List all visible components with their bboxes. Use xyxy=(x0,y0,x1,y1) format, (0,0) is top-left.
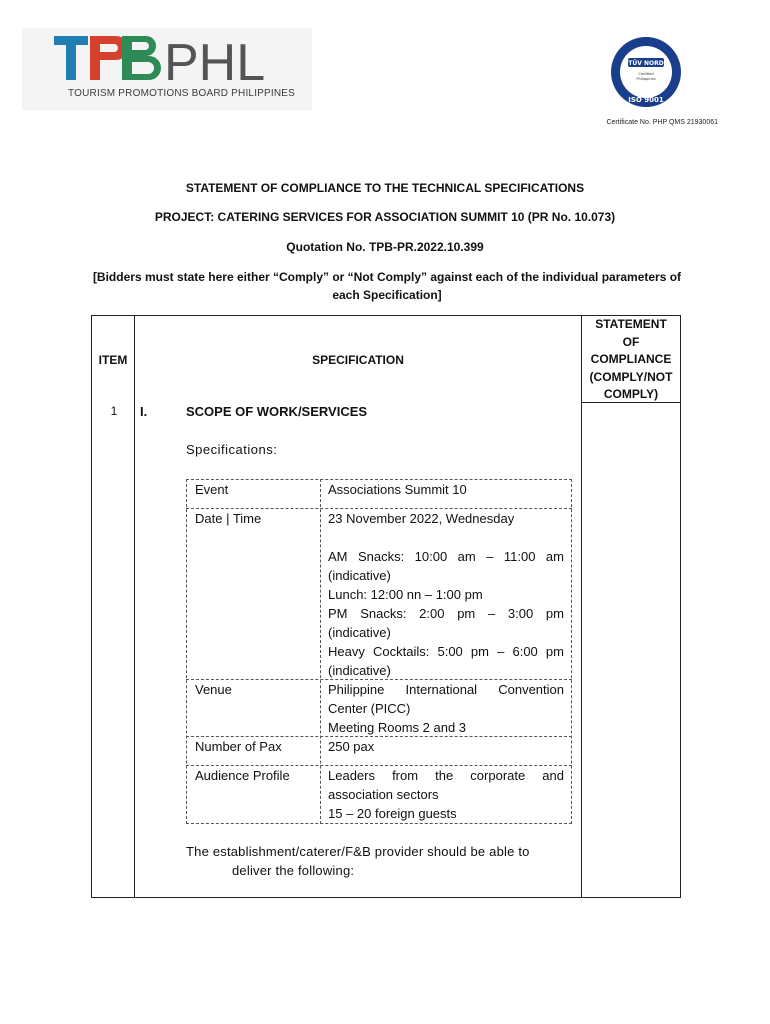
inner-row-border xyxy=(186,823,572,824)
venue-value: Philippine International Convention Center (PICC) xyxy=(328,682,564,716)
statement-of-compliance-header xyxy=(582,316,680,404)
deliverables-intro-line1: The establishment/caterer/F&B provider should be able to xyxy=(186,844,530,859)
svg-text:TÜV NORD: TÜV NORD xyxy=(628,60,664,67)
specifications-label: Specifications: xyxy=(186,442,278,457)
table-left-border xyxy=(91,315,92,898)
foreign-guests-value: 15 – 20 foreign guests xyxy=(328,806,457,821)
logo-tagline: TOURISM PROMOTIONS BOARD PHILIPPINES xyxy=(68,88,296,99)
inner-col-border xyxy=(320,479,321,824)
iso-9001-badge xyxy=(610,36,682,108)
certificate-number: Certificate No. PHP QMS 21930061 xyxy=(606,119,718,126)
section-title: SCOPE OF WORK/SERVICES xyxy=(186,404,368,419)
event-label: Event xyxy=(195,482,229,497)
venue-label: Venue xyxy=(195,682,232,697)
date-value: 23 November 2022, Wednesday xyxy=(328,511,515,526)
item-number: 1 xyxy=(110,404,118,418)
statement-header-line: COMPLIANCE xyxy=(590,352,672,366)
statement-header-line: (COMPLY/NOT xyxy=(589,369,673,384)
statement-title: STATEMENT OF COMPLIANCE TO THE TECHNICAL SPECIFICATIONS xyxy=(185,181,585,195)
specification-details-table xyxy=(186,479,572,824)
deliverables-intro-line2: deliver the following: xyxy=(232,863,355,878)
pax-label: Number of Pax xyxy=(195,739,282,754)
tuv-nord-iso-icon xyxy=(610,36,682,108)
svg-text:Philippines: Philippines xyxy=(636,77,656,81)
pax-value: 250 pax xyxy=(328,739,375,754)
item-column-divider xyxy=(134,315,135,898)
audience-profile-label: Audience Profile xyxy=(195,768,290,783)
phl-wordmark: PHL xyxy=(164,34,266,92)
pm-snacks-time: PM Snacks: 2:00 pm – 3:00 pm (indicative) xyxy=(328,606,564,640)
statement-header-line: STATEMENT xyxy=(595,317,667,331)
deliverables-intro xyxy=(186,842,574,880)
svg-text:Certified: Certified xyxy=(638,72,654,76)
inner-col-border xyxy=(571,479,572,824)
statement-header-line: COMPLY) xyxy=(603,387,659,401)
item-header: ITEM xyxy=(98,353,128,367)
venue-rooms: Meeting Rooms 2 and 3 xyxy=(328,720,467,735)
section-number: I. xyxy=(140,404,148,419)
project-title: PROJECT: CATERING SERVICES FOR ASSOCIATION SUMMIT 10 (PR No. 10.073) xyxy=(154,210,616,224)
table-bottom-border xyxy=(91,897,681,898)
table-right-border xyxy=(680,315,681,898)
statement-header-line: OF xyxy=(622,334,640,349)
event-value: Associations Summit 10 xyxy=(328,482,467,497)
lunch-time: Lunch: 12:00 nn – 1:00 pm xyxy=(328,587,483,602)
audience-profile-value: Leaders from the corporate and association sectors xyxy=(328,768,564,802)
svg-text:ISO 9001: ISO 9001 xyxy=(628,96,664,104)
inner-col-border xyxy=(186,479,187,824)
tpb-phl-logo xyxy=(22,28,312,110)
bidder-instruction: [Bidders must state here either “Comply” or “Not Comply” against each of the individual parameters of each Specification] xyxy=(92,270,682,302)
heavy-cocktails-time: Heavy Cocktails: 5:00 pm – 6:00 pm (indicative) xyxy=(328,644,564,678)
quotation-number: Quotation No. TPB-PR.2022.10.399 xyxy=(286,240,484,254)
am-snacks-time: AM Snacks: 10:00 am – 11:00 am (indicative) xyxy=(328,549,564,583)
date-time-label: Date | Time xyxy=(195,511,262,526)
specification-header: SPECIFICATION xyxy=(312,353,404,367)
